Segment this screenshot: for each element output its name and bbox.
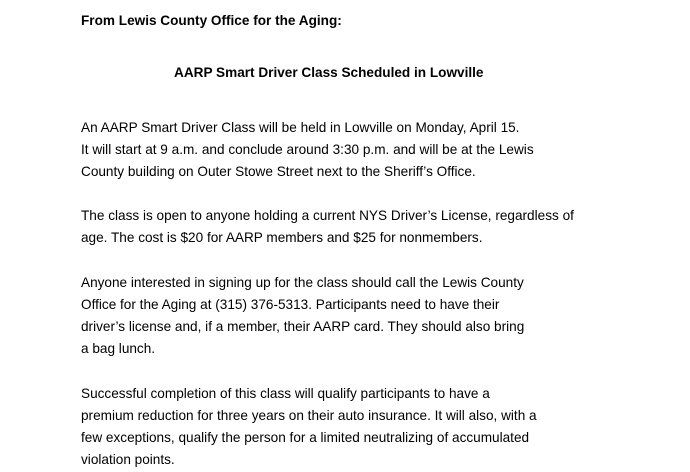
paragraph-line: An AARP Smart Driver Class will be held in Lowville on Monday, April 15. [81, 120, 520, 135]
paragraph-line: County building on Outer Stowe Street next to the Sheriff’s Office. [81, 164, 476, 179]
paragraph-line: violation points. [81, 452, 175, 467]
paragraph-line: Successful completion of this class will qualify participants to have a [81, 386, 490, 401]
paragraph-line: Anyone interested in signing up for the class should call the Lewis County [81, 275, 524, 290]
paragraph-line: premium reduction for three years on their auto insurance. It will also, with a [81, 408, 537, 423]
paragraph-line: The class is open to anyone holding a current NYS Driver’s License, regardless of [81, 208, 574, 223]
paragraph-line: few exceptions, qualify the person for a limited neutralizing of accumulated [81, 430, 530, 445]
document-heading: From Lewis County Office for the Aging: [81, 13, 342, 28]
paragraph-line: age. The cost is $20 for AARP members and $25 for nonmembers. [81, 230, 483, 245]
paragraph-line: a bag lunch. [81, 341, 156, 356]
paragraph-line: It will start at 9 a.m. and conclude around 3:30 p.m. and will be at the Lewis [81, 142, 534, 157]
paragraph-line: Office for the Aging at (315) 376-5313. Participants need to have their [81, 297, 500, 312]
paragraph-line: driver’s license and, if a member, their AARP card. They should also bring [81, 319, 525, 334]
document-title: AARP Smart Driver Class Scheduled in Lowville [174, 65, 484, 80]
